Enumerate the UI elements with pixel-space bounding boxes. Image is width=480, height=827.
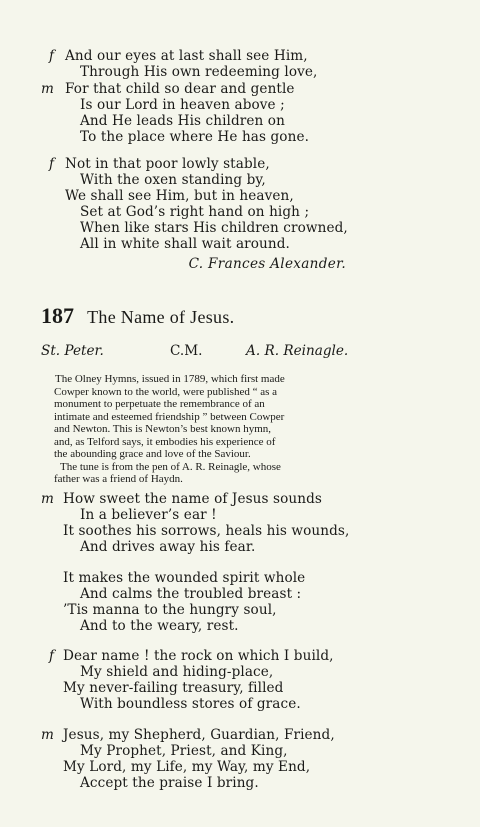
note-line: monument to perpetuate the remembrance of an	[54, 398, 265, 410]
note-line: the abounding grace and love of the Saviour.	[54, 448, 251, 460]
hymn-heading	[41, 303, 234, 329]
note-line: and Newton. This is Newton’s best known hymn,	[54, 423, 272, 435]
verse-line: We shall see Him, but in heaven,	[65, 188, 294, 204]
verse-line: With the oxen standing by,	[80, 172, 266, 188]
note-line: Cowper known to the world, were published “ as a	[54, 385, 278, 398]
composer: A. R. Reinagle.	[246, 343, 349, 359]
verse-line: How sweet the name of Jesus sounds	[63, 491, 322, 507]
meter: C.M.	[170, 343, 203, 359]
tune-name: St. Peter.	[41, 343, 104, 359]
verse-line: Is our Lord in heaven above ;	[80, 97, 285, 113]
verse-line: Not in that poor lowly stable,	[65, 156, 270, 172]
dynamic-mark: m	[41, 727, 54, 743]
author-attribution: C. Frances Alexander.	[188, 256, 346, 272]
hymn-number: 187	[41, 303, 74, 328]
dynamic-mark: m	[41, 491, 54, 507]
note-line: intimate and esteemed friendship ” between Cowper	[54, 410, 285, 423]
dynamic-mark: f	[49, 648, 55, 664]
verse-line: And our eyes at last shall see Him,	[65, 48, 308, 64]
dynamic-mark: m	[41, 81, 54, 97]
verse-line: ’Tis manna to the hungry soul,	[63, 602, 277, 618]
verse-line: For that child so dear and gentle	[65, 81, 295, 97]
verse-line: Dear name ! the rock on which I build,	[63, 648, 334, 664]
verse-line: And to the weary, rest.	[80, 618, 239, 634]
verse-line: And calms the troubled breast :	[80, 586, 302, 602]
note-line: The Olney Hymns, issued in 1789, which first made	[55, 373, 285, 385]
verse-line: All in white shall wait around.	[80, 236, 290, 252]
verse-line: My never-failing treasury, filled	[63, 680, 284, 696]
verse-line: Accept the praise I bring.	[80, 775, 259, 791]
verse-line: It makes the wounded spirit whole	[63, 570, 306, 586]
hymn-note	[54, 373, 366, 486]
dynamic-mark: f	[49, 48, 55, 64]
verse-line: To the place where He has gone.	[80, 129, 310, 145]
hymn-title: The Name of Jesus.	[87, 307, 235, 327]
verse-line: My Lord, my Life, my Way, my End,	[63, 759, 311, 775]
verse-line: My shield and hiding-place,	[80, 664, 274, 680]
note-line: father was a friend of Haydn.	[54, 473, 183, 485]
verse-line: And He leads His children on	[80, 113, 285, 129]
dynamic-mark: f	[49, 156, 55, 172]
verse-line: It soothes his sorrows, heals his wounds,	[63, 523, 350, 539]
verse-line: Jesus, my Shepherd, Guardian, Friend,	[63, 727, 335, 743]
note-line: and, as Telford says, it embodies his experience of	[54, 435, 276, 448]
verse-line: Through His own redeeming love,	[80, 64, 318, 80]
verse-line: My Prophet, Priest, and King,	[80, 743, 288, 759]
verse-line: And drives away his fear.	[80, 539, 256, 555]
verse-line: With boundless stores of grace.	[80, 696, 301, 712]
verse-line: In a believer’s ear !	[80, 507, 217, 523]
verse-line: Set at God’s right hand on high ;	[80, 204, 310, 220]
note-line: The tune is from the pen of A. R. Reinagle, whose	[60, 460, 281, 473]
verse-line: When like stars His children crowned,	[80, 220, 348, 236]
